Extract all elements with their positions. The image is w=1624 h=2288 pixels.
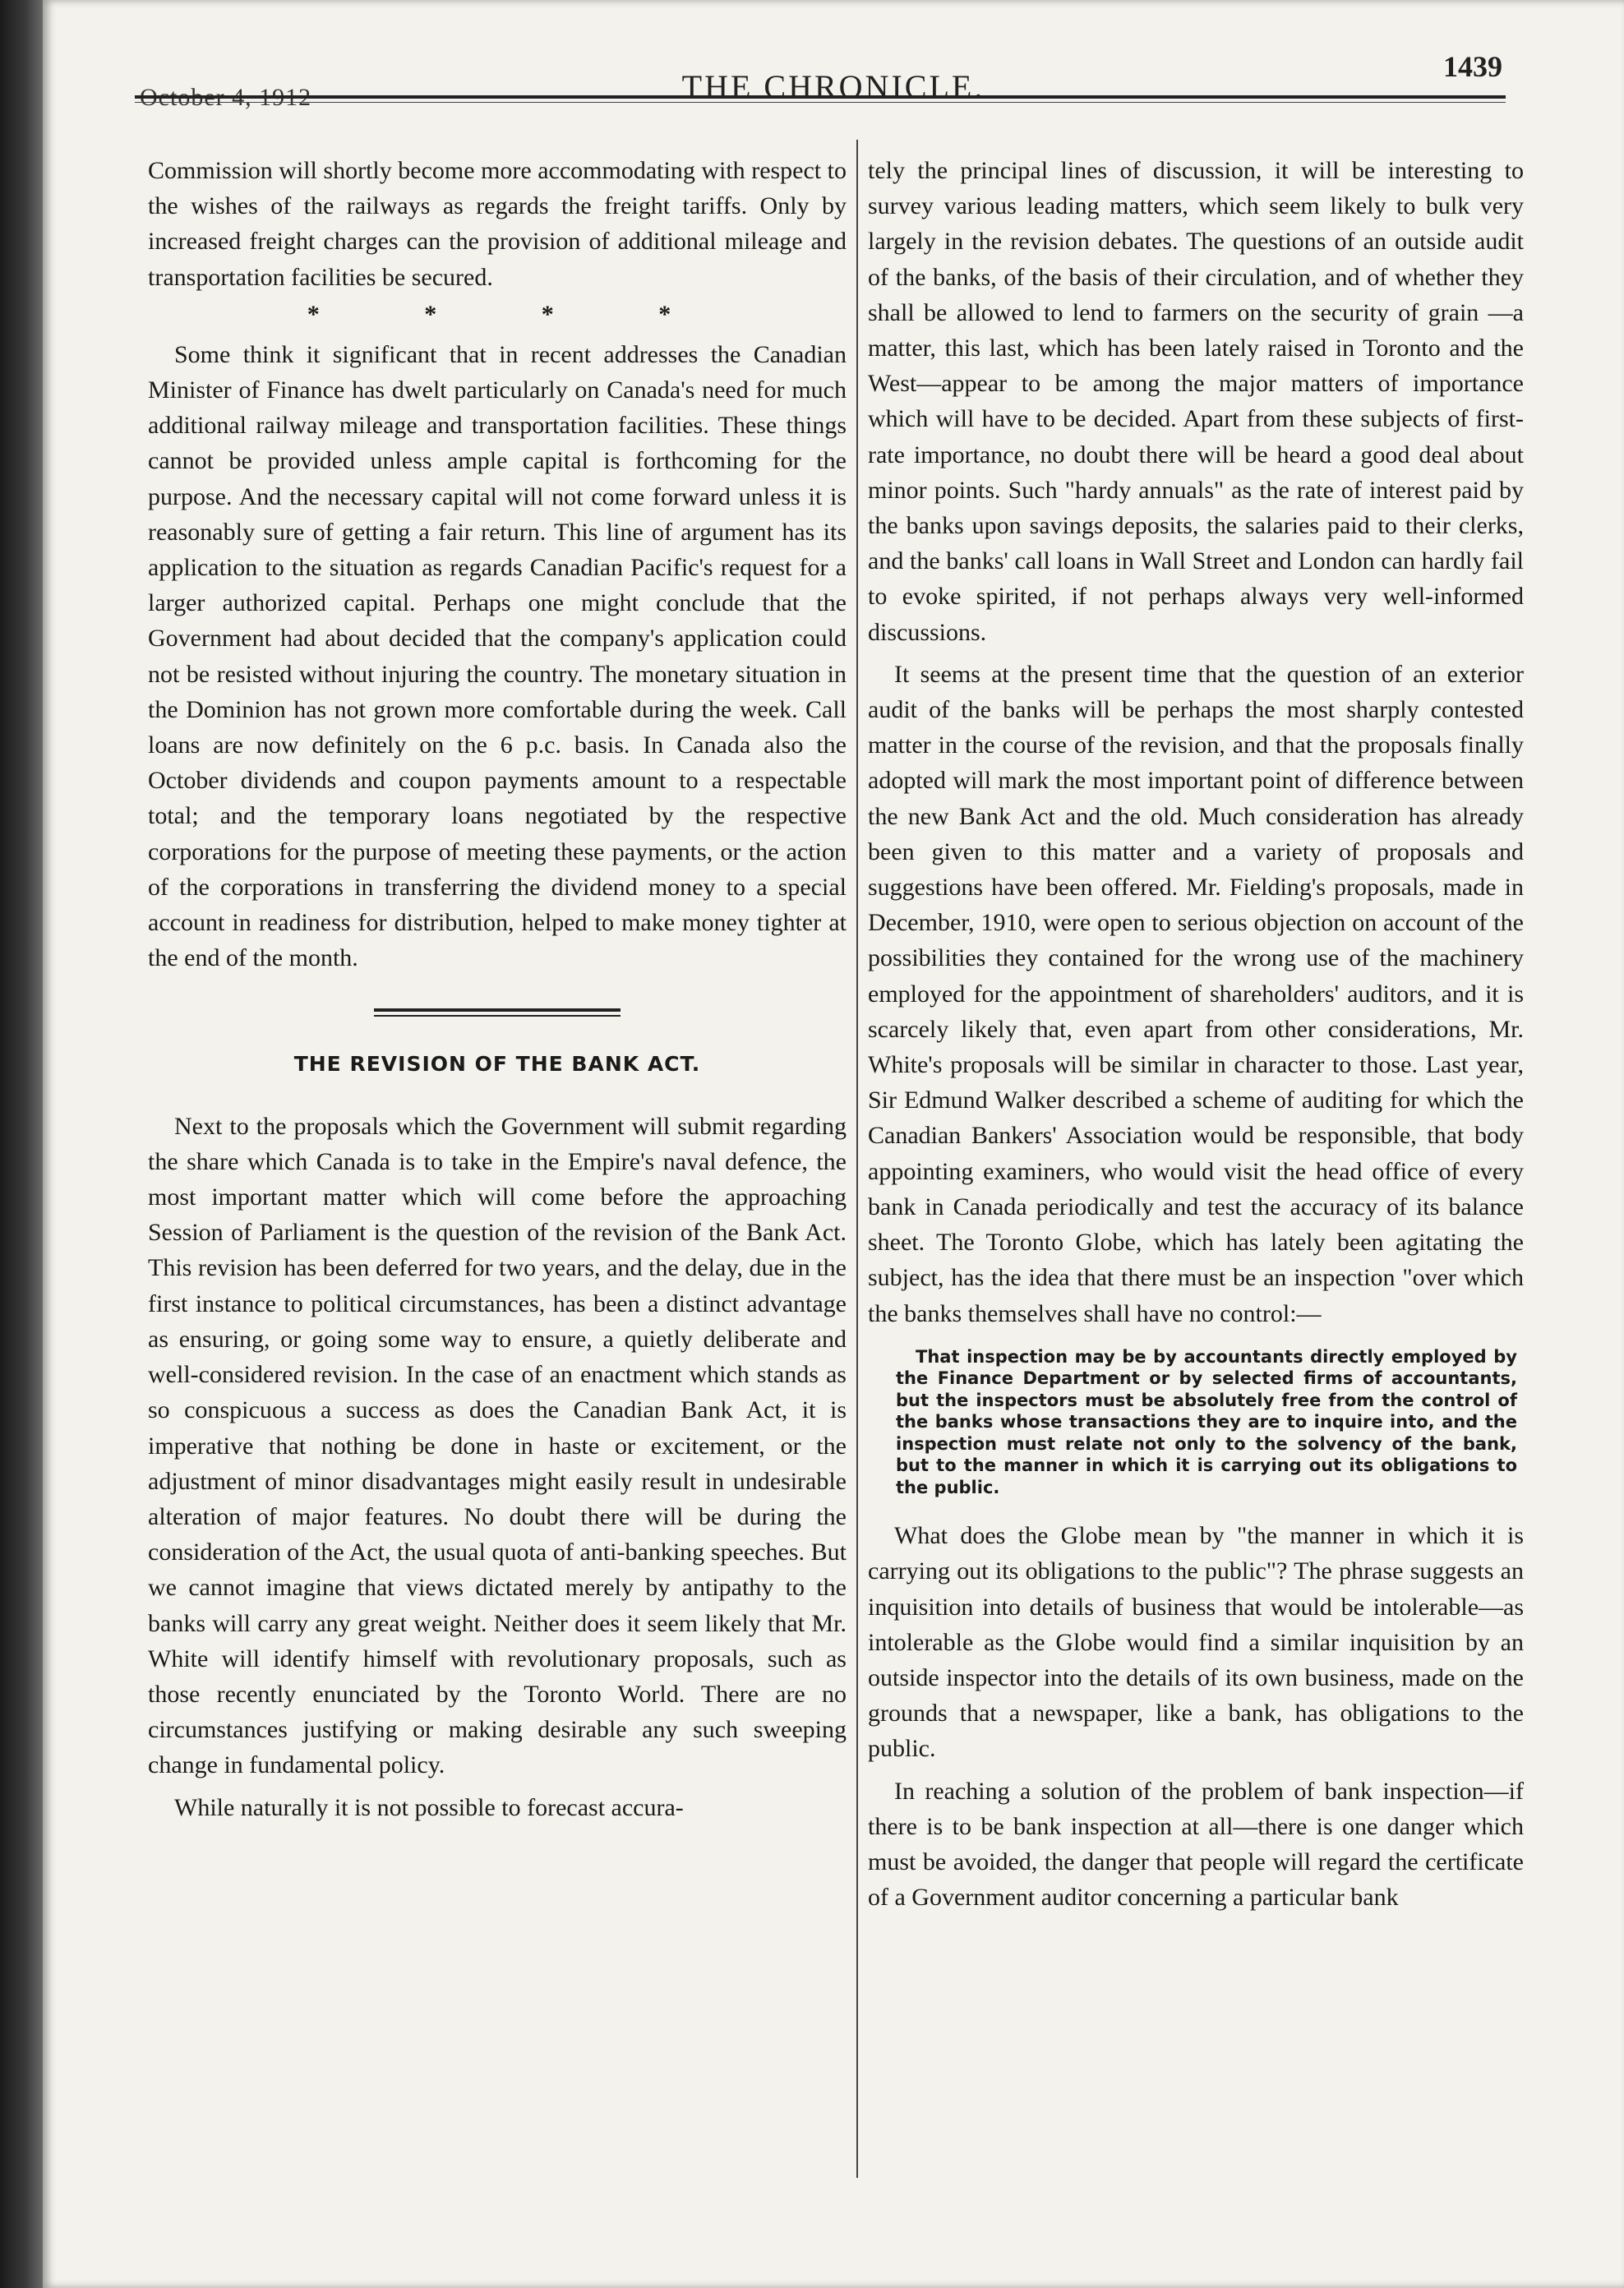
section-separator: * * * * <box>307 300 721 328</box>
paragraph: It seems at the present time that the question of an exterior audit of the banks will be perhaps the most sharply contested matter in the course of the revision, and that the proposals finally adopted will mark the most important point of difference between the new Bank Act and the old. Much consideration has already been given to this matter and a variety of proposals and suggestions have been offered. Mr. Fielding's proposals, made in December, 1910, were open to serious objection on account of the possibilities they contained for the wrong use of the machinery employed for the appointment of shareholders' auditors, and it is scarcely likely that, even apart from other considerations, Mr. White's proposals will be similar in character to those. Last year, Sir Edmund Walker described a scheme of auditing for which the Canadian Bankers' Association would be responsible, that body appointing examiners, who would visit the head office of every bank in Canada periodically and test the accuracy of its balance sheet. The Toronto Globe, which has lately been agitating the subject, has the idea that there must be an inspection "over which the banks themselves shall have no control:— <box>868 660 1524 1327</box>
paragraph: While naturally it is not possible to forecast accura- <box>174 1793 684 1821</box>
publication-title: THE CHRONICLE. <box>681 68 985 105</box>
paragraph: Commission will shortly become more accommodating with respect to the wishes of the railways as regards the freight tariffs. Only by increased freight charges can the provision of additional mileage and transportation facilities be secured. <box>148 157 847 291</box>
block-quote: That inspection may be by accountants directly employed by the Finance Department or by selected firms of accountants, but the inspectors must be absolutely free from the control of the banks whose transactions they are to inquire into, and the inspection must relate not only to the solvency of the bank, but to the manner in which it is carrying out its obligations to the public. <box>896 1346 1517 1497</box>
newspaper-page <box>43 0 1624 2288</box>
paragraph: What does the Globe mean by "the manner in which it is carrying out its obligations to the public"? The phrase suggests an inquisition into details of business that would be intolerable—as intolerable as the Globe would find a similar inquisition by an outside inspector into the details of its own business, made on the grounds that a newspaper, like a bank, has obligations to the public. <box>868 1522 1524 1763</box>
paragraph: In reaching a solution of the problem of bank inspection—if there is to be bank inspection at all—there is one danger which must be avoided, the danger that people will regard the certificate of a Government auditor concerning a particular bank <box>868 1777 1524 1912</box>
left-column <box>148 153 847 1825</box>
heading-rule <box>374 1008 621 1017</box>
header-rule <box>135 95 1506 103</box>
column-divider <box>856 140 858 2178</box>
scan-binding-edge <box>0 0 43 2288</box>
paragraph: tely the principal lines of discussion, it will be interesting to survey various leading matters, which seem likely to bulk very largely in the revision debates. The questions of an outside audit of the banks, of the basis of their circulation, and of whether they shall be allowed to lend to farmers on the security of grain —a matter, this last, which has been lately raised in Toronto and the West—appear to be among the major matters of importance which will have to be decided. Apart from these subjects of first-rate importance, no doubt there will be heard a good deal about minor points. Such "hardy annuals" as the rate of interest paid by the banks upon savings deposits, the salaries paid to their clerks, and the banks' call loans in Wall Street and London can hardly fail to evoke spirited, if not perhaps always very well-informed discussions. <box>868 157 1524 646</box>
paragraph: Next to the proposals which the Government will submit regarding the share which Canada is to take in the Empire's naval defence, the most important matter which will come before the approaching Session of Parliament is the question of the revision of the Bank Act. This revision has been deferred for two years, and the delay, due in the first instance to political circumstances, has been a distinct advantage as ensuring, or going some way to ensure, a quietly deliberate and well-considered revision. In the case of an enactment which stands as so conspicuous a success as does the Canadian Bank Act, it is imperative that nothing be done in haste or excitement, or the adjustment of minor disadvantages might easily result in undesirable alteration of major features. No doubt there will be during the consideration of the Act, the usual quota of anti-banking speeches. But we cannot imagine that views dictated merely by antipathy to the banks will carry any great weight. Neither does it seem likely that Mr. White will identify himself with revolutionary proposals, such as those recently enunciated by the Toronto World. There are no circumstances justifying or making desirable any such sweeping change in fundamental policy. <box>148 1112 847 1779</box>
article-heading: THE REVISION OF THE BANK ACT. <box>293 1052 701 1077</box>
page-number: 1439 <box>1443 50 1502 83</box>
right-column <box>868 153 1524 1915</box>
header-date: October 4, 1912 <box>140 84 312 111</box>
paragraph: Some think it significant that in recent addresses the Canadian Minister of Finance has dwelt particularly on Canada's need for much additional railway mileage and transportation facilities. These things cannot be provided unless ample capital is forthcoming for the purpose. And the necessary capital will not come forward unless it is reasonably sure of getting a fair return. This line of argument has its application to the situation as regards Canadian Pacific's request for a larger authorized capital. Perhaps one might conclude that the Government had about decided that the company's application could not be resisted without injuring the country. The monetary situation in the Dominion has not grown more comfortable during the week. Call loans are now definitely on the 6 p.c. basis. In Canada also the October dividends and coupon payments amount to a respectable total; and the temporary loans negotiated by the respective corporations for the purpose of meeting these payments, or the action of the corporations in transferring the dividend money to a special account in readiness for distribution, helped to make money tighter at the end of the month. <box>148 340 847 972</box>
